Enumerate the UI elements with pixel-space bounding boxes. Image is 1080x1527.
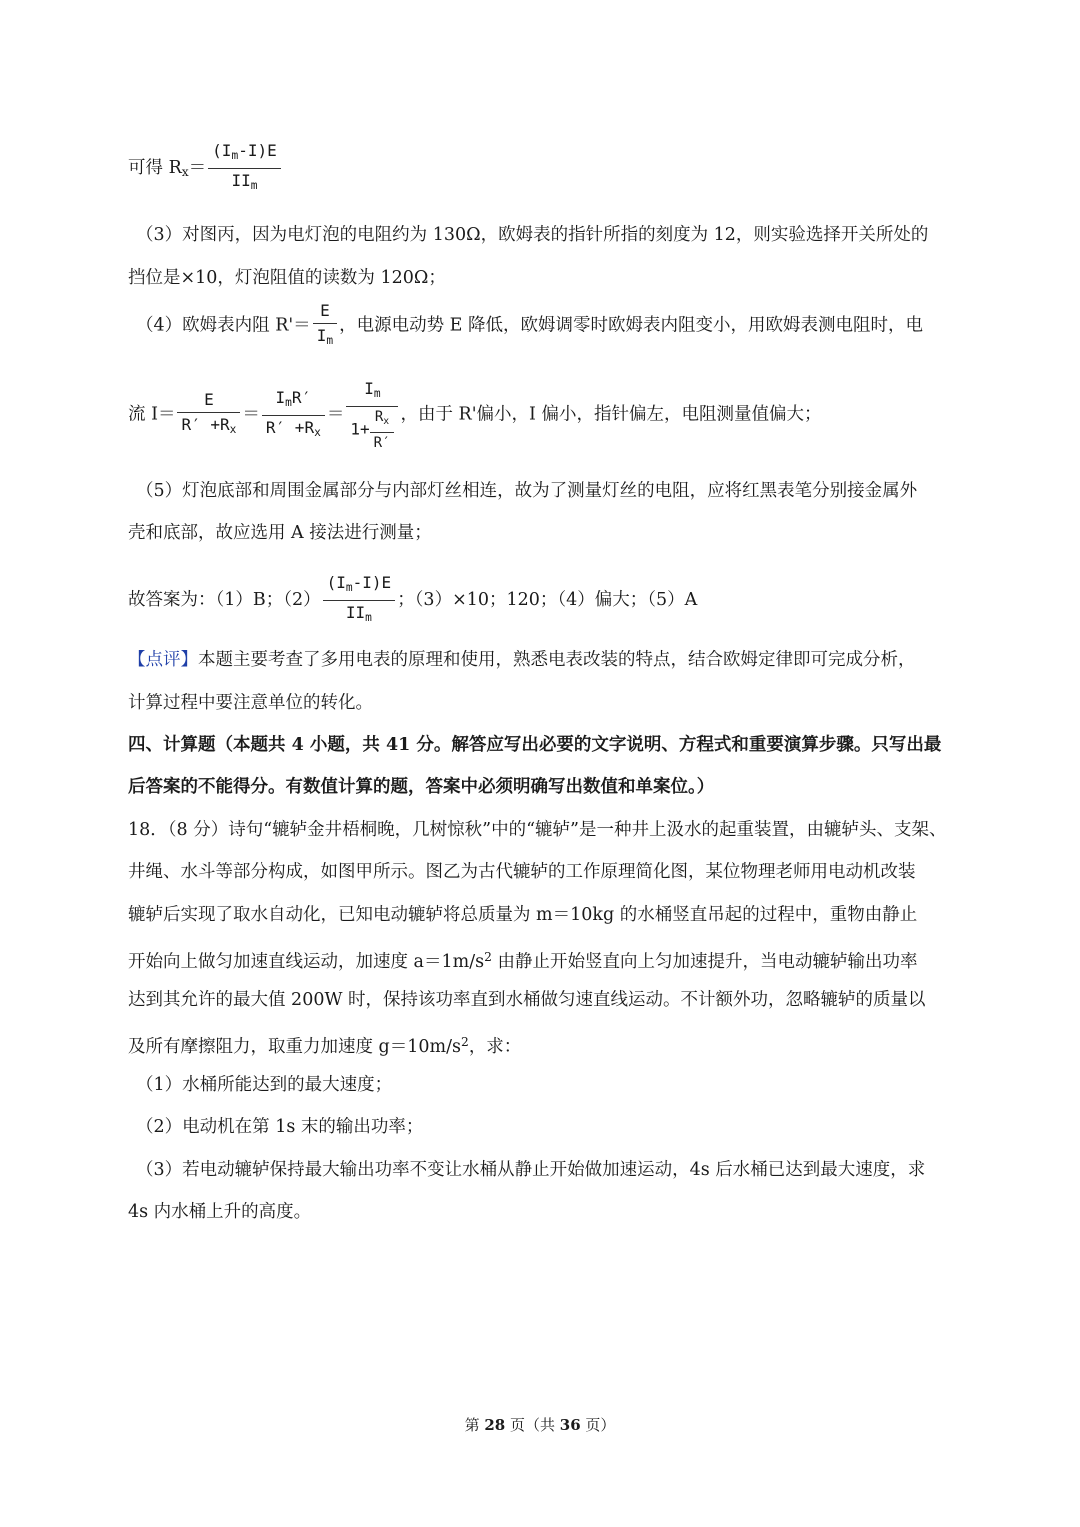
q18-line3: 辘轳后实现了取水自动化，已知电动辘轳将总质量为 m＝10kg 的水桶竖直吊起的过程中，重物由静止 <box>128 905 918 925</box>
q18-line2: 井绳、水斗等部分构成，如图甲所示。图乙为古代辘轳的工作原理简化图，某位物理老师用电动机改装 <box>128 862 916 882</box>
q18-sub2: （2）电动机在第 1s 末的输出功率； <box>136 1117 424 1137</box>
current-fraction-2: $\frac{I_mR'}{R' +R_x}$ <box>262 387 325 444</box>
part5-line1: （5）灯泡底部和周围金属部分与内部灯丝相连，故为了测量灯丝的电阻，应将红黑表笔分别接金属外 <box>136 481 918 501</box>
section4-heading-line1: 四、计算题（本题共 4 小题，共 41 分。解答应写出必要的文字说明、方程式和重要演算步骤。只写出最 <box>128 735 942 755</box>
part4-line1: （4）欧姆表内阻 R'＝ $\frac{E}{I_m}$ ，电源电动势 E 降低，欧姆调零时欧姆表内阻变小，用欧姆表测电阻时，电 <box>136 300 923 352</box>
q18-line5: 达到其允许的最大值 200W 时，保持该功率直到水桶做匀速直线运动。不计额外功，忽略辘轳的质量以 <box>128 990 926 1010</box>
section4-heading-line2: 后答案的不能得分。有数值计算的题，答案中必须明确写出数值和单案位。） <box>128 777 715 797</box>
q18-sub1: （1）水桶所能达到的最大速度； <box>136 1075 393 1095</box>
page-number: 28 <box>484 1416 506 1434</box>
current-fraction-3: $I_m$ 1+ $\frac{R_x}{R'}$ <box>346 378 398 452</box>
current-fraction-1: $\frac{E}{R' +R_x}$ <box>177 389 240 441</box>
internal-resistance-fraction: $\frac{E}{I_m}$ <box>313 300 337 352</box>
answer-line: 故答案为：（1）B；（2） $\frac{(I_m-I)E}{II_m}$ ；（3）×10；120；（4）偏大；（5）A <box>128 572 697 629</box>
part5-line2: 壳和底部，故应选用 A 接法进行测量； <box>128 523 432 543</box>
nested-fraction: $\frac{R_x}{R'}$ <box>370 408 395 452</box>
part4-line2: 流 I＝ $\frac{E}{R' +R_x}$ ＝ $\frac{I_mR'}{R' +R_x}$ ＝ $I_m$ 1+ $\frac{R_x}{R'}$ ，由于 R'偏小，I 偏小，指针偏左，电阻测量值偏大； <box>128 379 822 451</box>
rx-fraction: $\frac{(I_m-I)E}{II_m}$ <box>208 140 281 197</box>
page-total: 36 <box>559 1416 581 1434</box>
page-footer: 第 28 页（共 36 页） <box>464 1416 616 1434</box>
answer-fraction: $\frac{(I_m-I)E}{II_m}$ <box>323 572 396 629</box>
q18-line1: 18．（8 分）诗句“辘轳金井梧桐晚，几树惊秋”中的“辘轳”是一种井上汲水的起重装置，由辘轳头、支架、 <box>128 820 947 840</box>
q18-line6: 及所有摩擦阻力，取重力加速度 $g=10m/s^2$，求： <box>128 1035 522 1057</box>
comment-tag: 【点评】 <box>128 650 198 670</box>
rx-formula: 可得 $R_x=$ $\frac{(I_m-I)E}{II_m}$ <box>128 140 283 197</box>
comment-line1: 【点评】本题主要考查了多用电表的原理和使用，熟悉电表改装的特点，结合欧姆定律即可完成分析， <box>128 650 916 670</box>
part3-line2: 挡位是×10，灯泡阻值的读数为 120Ω； <box>128 268 446 288</box>
part3-line1: （3）对图丙，因为电灯泡的电阻约为 130Ω，欧姆表的指针所指的刻度为 12，则实验选择开关所处的 <box>136 225 929 245</box>
q18-sub3-line2: 4s 内水桶上升的高度。 <box>128 1202 312 1222</box>
q18-sub3-line1: （3）若电动辘轳保持最大输出功率不变让水桶从静止开始做加速运动，4s 后水桶已达到最大速度，求 <box>136 1160 926 1180</box>
q18-line4: 开始向上做匀加速直线运动，加速度 $a=1m/s^2$ 由静止开始竖直向上匀加速提升，当电动辘轳输出功率 <box>128 950 918 972</box>
comment-line2: 计算过程中要注意单位的转化。 <box>128 693 373 713</box>
